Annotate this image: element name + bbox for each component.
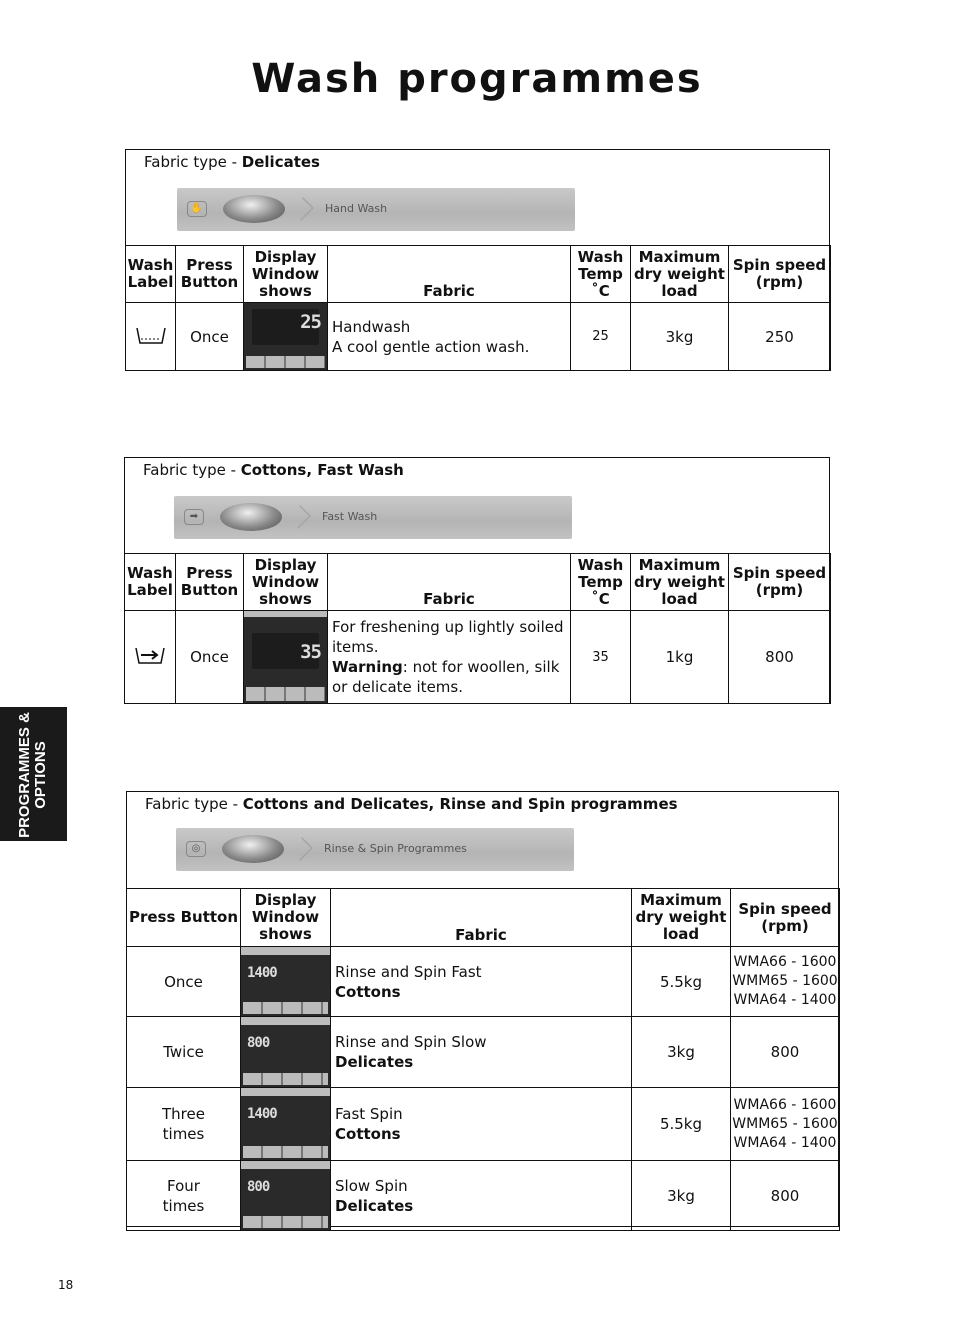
chevron-right-icon — [290, 197, 314, 221]
chevron-right-icon — [289, 837, 313, 861]
chevron-right-icon — [287, 505, 311, 529]
press-cell: Four times — [127, 1161, 241, 1231]
spin-cell: 800 — [731, 1161, 840, 1231]
fabric-type-heading: Fabric type - Cottons, Fast Wash — [143, 461, 404, 479]
header-max-load: Maximum dry weight load — [632, 889, 731, 947]
table-row — [125, 611, 831, 704]
display-window-image: 1400 — [241, 947, 330, 1016]
header-max-load: Maximum dry weight load — [631, 554, 729, 611]
spin-cell: 800 — [731, 1017, 840, 1088]
header-max-load: Maximum dry weight load — [631, 246, 729, 303]
load-cell: 3kg — [632, 1161, 731, 1231]
header-press-button: Press Button — [176, 246, 244, 303]
control-panel-image — [177, 188, 575, 231]
table-row — [127, 947, 840, 1017]
display-cell — [244, 611, 328, 704]
table-row — [126, 303, 831, 371]
press-cell: Once — [176, 611, 244, 704]
programme-table — [125, 245, 831, 371]
table-row — [127, 1161, 840, 1231]
header-press-button: Press Button — [176, 554, 244, 611]
header-spin-speed: Spin speed (rpm) — [729, 554, 831, 611]
table-row — [127, 1088, 840, 1161]
fabric-cell: For freshening up lightly soiled items. Warning: not for woollen, silk or delicate items. — [328, 611, 571, 704]
header-display: Display Window shows — [244, 246, 328, 303]
load-cell: 1kg — [631, 611, 729, 704]
spin-symbol-icon: ◎ — [186, 841, 206, 857]
table-row — [127, 1017, 840, 1088]
load-cell: 3kg — [631, 303, 729, 371]
programme-button-icon — [220, 503, 282, 531]
press-cell: Once — [176, 303, 244, 371]
delicates-section — [125, 149, 830, 371]
fabric-type-heading: Fabric type - Delicates — [144, 153, 320, 171]
display-window-image: 800 — [241, 1017, 330, 1087]
programme-button-icon — [222, 835, 284, 863]
fabric-cell: Handwash A cool gentle action wash. — [328, 303, 571, 371]
header-wash-temp: Wash Temp ˚C — [571, 554, 631, 611]
hand-wash-tub-icon — [134, 324, 168, 346]
display-window-image: 1400 — [241, 1088, 330, 1160]
spin-cell: 250 — [729, 303, 831, 371]
side-tab-label: PROGRAMMES & OPTIONS — [16, 712, 49, 838]
header-fabric: Fabric — [328, 246, 571, 303]
header-fabric: Fabric — [328, 554, 571, 611]
header-wash-label: Wash Label — [126, 246, 176, 303]
spin-cell: WMA66 - 1600 WMM65 - 1600 WMA64 - 1400 — [731, 947, 840, 1017]
display-cell — [241, 1017, 331, 1088]
header-fabric: Fabric — [331, 889, 632, 947]
press-cell: Once — [127, 947, 241, 1017]
press-cell: Twice — [127, 1017, 241, 1088]
press-cell: Three times — [127, 1088, 241, 1161]
display-window-image: 25 — [244, 303, 327, 370]
hand-wash-symbol-icon: ✋ — [187, 201, 207, 217]
header-spin-speed: Spin speed (rpm) — [729, 246, 831, 303]
panel-label: Hand Wash — [325, 202, 388, 215]
wash-label-cell — [125, 611, 176, 704]
header-wash-label: Wash Label — [125, 554, 176, 611]
fabric-cell: Slow Spin Delicates — [331, 1161, 632, 1231]
load-cell: 5.5kg — [632, 1088, 731, 1161]
display-cell — [241, 1088, 331, 1161]
programme-button-icon — [223, 195, 285, 223]
display-window-image: 35 — [244, 611, 327, 703]
fabric-cell: Fast Spin Cottons — [331, 1088, 632, 1161]
fast-wash-symbol-icon: ➡ — [184, 509, 204, 525]
fabric-cell: Rinse and Spin Slow Delicates — [331, 1017, 632, 1088]
fast-wash-section — [124, 457, 830, 704]
programme-table — [126, 888, 840, 1231]
header-wash-temp: Wash Temp ˚C — [571, 246, 631, 303]
load-cell: 5.5kg — [632, 947, 731, 1017]
control-panel-image — [174, 496, 572, 539]
programme-table — [124, 553, 831, 704]
rinse-spin-section — [126, 791, 839, 1227]
header-press-button: Press Button — [127, 889, 241, 947]
display-cell — [241, 947, 331, 1017]
wash-label-cell — [126, 303, 176, 371]
display-cell — [241, 1161, 331, 1231]
temp-cell: 25 — [571, 303, 631, 371]
spin-cell: 800 — [729, 611, 831, 704]
display-window-image: 800 — [241, 1161, 330, 1230]
load-cell: 3kg — [632, 1017, 731, 1088]
fabric-cell: Rinse and Spin Fast Cottons — [331, 947, 632, 1017]
page-number: 18 — [58, 1278, 74, 1292]
spin-cell: WMA66 - 1600 WMM65 - 1600 WMA64 - 1400 — [731, 1088, 840, 1161]
header-display: Display Window shows — [241, 889, 331, 947]
page-title: Wash programmes — [251, 56, 703, 102]
fabric-type-heading: Fabric type - Cottons and Delicates, Rinse and Spin programmes — [145, 795, 678, 813]
wash-tub-arrow-icon — [133, 644, 167, 666]
control-panel-image — [176, 828, 574, 871]
panel-label: Rinse & Spin Programmes — [324, 842, 467, 855]
display-cell — [244, 303, 328, 371]
panel-label: Fast Wash — [322, 510, 378, 523]
header-spin-speed: Spin speed (rpm) — [731, 889, 840, 947]
header-display: Display Window shows — [244, 554, 328, 611]
temp-cell: 35 — [571, 611, 631, 704]
section-side-tab — [0, 707, 67, 841]
